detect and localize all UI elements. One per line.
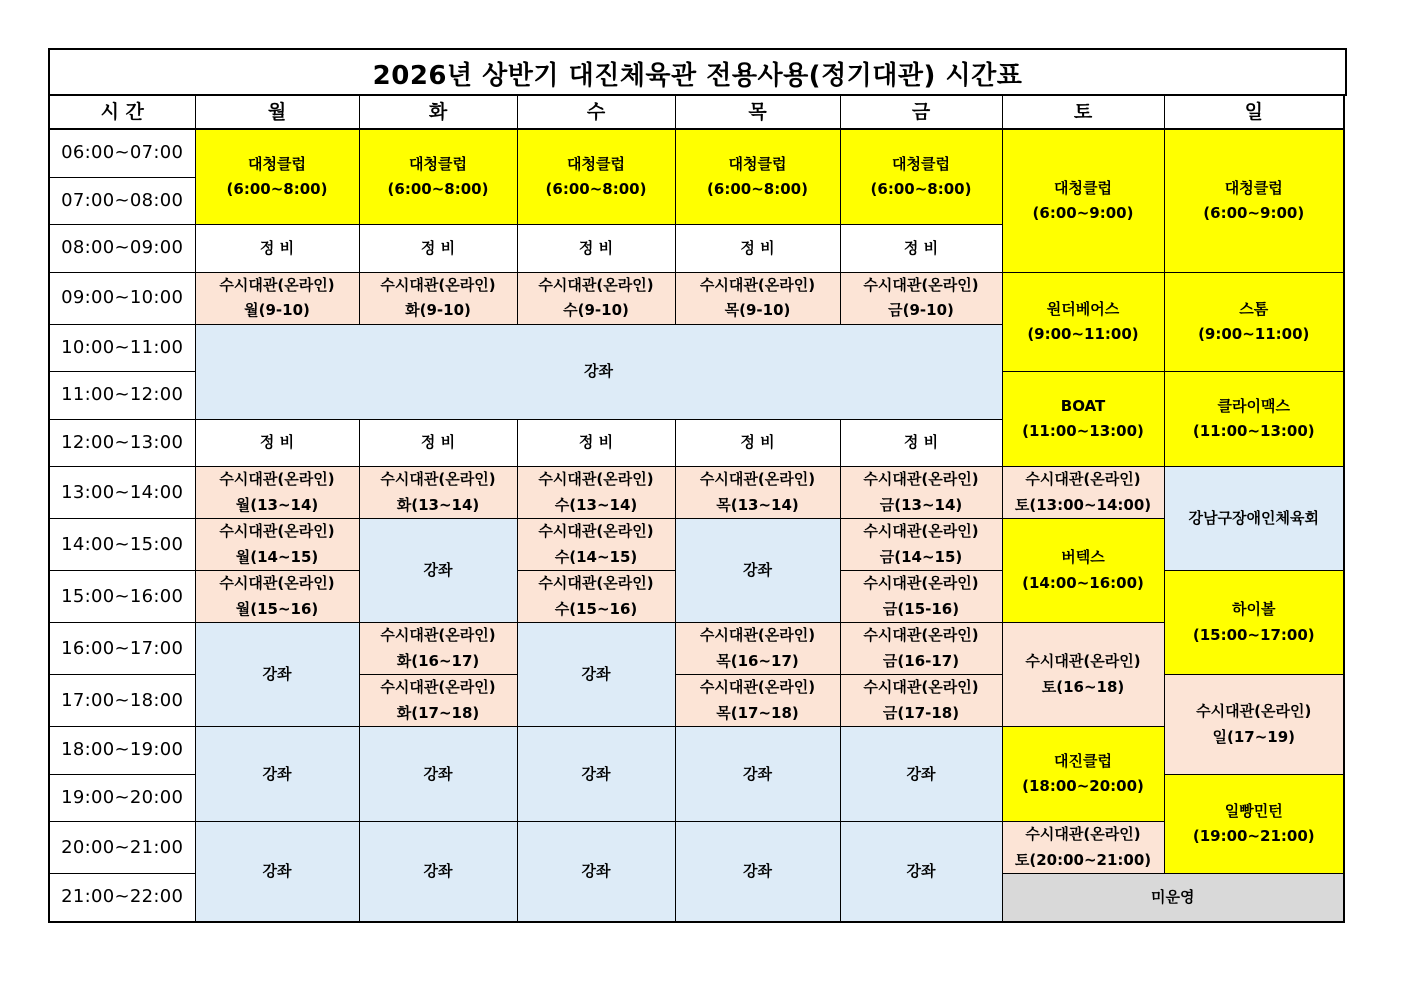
online-rental-cell: 수시대관(온라인) 목(17~18) — [675, 675, 840, 727]
club-cell-sun: 대청클럽 (6:00~9:00) — [1164, 129, 1344, 272]
online-rental-cell: 수시대관(온라인) 월(14~15) — [195, 519, 359, 571]
time-label: 16:00~17:00 — [49, 623, 195, 675]
time-label: 19:00~20:00 — [49, 774, 195, 822]
header-thu: 목 — [675, 95, 840, 129]
time-label: 14:00~15:00 — [49, 519, 195, 571]
header-wed: 수 — [517, 95, 675, 129]
club-cell-tue: 대청클럽 (6:00~8:00) — [359, 129, 517, 225]
wonderbears-cell: 원더베어스 (9:00~11:00) — [1002, 272, 1164, 372]
lecture-cell: 강좌 — [517, 822, 675, 922]
online-rental-cell: 수시대관(온라인) 화(9-10) — [359, 272, 517, 324]
lecture-cell: 강좌 — [517, 727, 675, 822]
header-fri: 금 — [840, 95, 1002, 129]
closed-cell: 미운영 — [1002, 874, 1344, 922]
header-sat: 토 — [1002, 95, 1164, 129]
lecture-cell: 강좌 — [675, 519, 840, 623]
time-label: 11:00~12:00 — [49, 372, 195, 420]
time-label: 13:00~14:00 — [49, 467, 195, 519]
maintenance-cell: 정 비 — [517, 419, 675, 467]
maintenance-cell: 정 비 — [675, 225, 840, 273]
maintenance-cell: 정 비 — [359, 419, 517, 467]
boat-cell: BOAT (11:00~13:00) — [1002, 372, 1164, 467]
online-rental-cell: 수시대관(온라인) 목(16~17) — [675, 623, 840, 675]
time-label: 10:00~11:00 — [49, 324, 195, 372]
time-label: 18:00~19:00 — [49, 727, 195, 775]
online-rental-cell: 수시대관(온라인) 토(16~18) — [1002, 623, 1164, 727]
time-label: 20:00~21:00 — [49, 822, 195, 874]
table-row — [49, 129, 1344, 177]
vertex-cell: 버텍스 (14:00~16:00) — [1002, 519, 1164, 623]
time-label: 15:00~16:00 — [49, 571, 195, 623]
lecture-cell: 강좌 — [517, 623, 675, 727]
page-title: 2026년 상반기 대진체육관 전용사용(정기대관) 시간표 — [48, 48, 1347, 96]
header-sun: 일 — [1164, 95, 1344, 129]
online-rental-cell: 수시대관(온라인) 목(9-10) — [675, 272, 840, 324]
online-rental-cell: 수시대관(온라인) 화(16~17) — [359, 623, 517, 675]
time-label: 07:00~08:00 — [49, 177, 195, 225]
maintenance-cell: 정 비 — [359, 225, 517, 273]
maintenance-cell: 정 비 — [675, 419, 840, 467]
lecture-cell: 강좌 — [359, 519, 517, 623]
lecture-cell: 강좌 — [840, 727, 1002, 822]
climax-cell: 클라이맥스 (11:00~13:00) — [1164, 372, 1344, 467]
online-rental-cell: 수시대관(온라인) 토(20:00~21:00) — [1002, 822, 1164, 874]
lecture-cell: 강좌 — [195, 727, 359, 822]
online-rental-cell: 수시대관(온라인) 금(17-18) — [840, 675, 1002, 727]
lecture-cell: 강좌 — [840, 822, 1002, 922]
ilppang-cell: 일빵민턴 (19:00~21:00) — [1164, 774, 1344, 874]
online-rental-cell: 수시대관(온라인) 수(15~16) — [517, 571, 675, 623]
online-rental-cell: 수시대관(온라인) 화(17~18) — [359, 675, 517, 727]
time-label: 06:00~07:00 — [49, 129, 195, 177]
club-cell-thu: 대청클럽 (6:00~8:00) — [675, 129, 840, 225]
table-row — [49, 272, 1344, 324]
online-rental-cell: 수시대관(온라인) 금(9-10) — [840, 272, 1002, 324]
maintenance-cell: 정 비 — [195, 225, 359, 273]
online-rental-cell: 수시대관(온라인) 일(17~19) — [1164, 675, 1344, 775]
lecture-cell: 강좌 — [359, 727, 517, 822]
table-row — [49, 822, 1344, 874]
club-cell-fri: 대청클럽 (6:00~8:00) — [840, 129, 1002, 225]
online-rental-cell: 수시대관(온라인) 월(15~16) — [195, 571, 359, 623]
lecture-cell: 강좌 — [675, 822, 840, 922]
online-rental-cell: 수시대관(온라인) 화(13~14) — [359, 467, 517, 519]
online-rental-cell: 수시대관(온라인) 금(13~14) — [840, 467, 1002, 519]
time-label: 09:00~10:00 — [49, 272, 195, 324]
club-cell-wed: 대청클럽 (6:00~8:00) — [517, 129, 675, 225]
time-label: 21:00~22:00 — [49, 874, 195, 922]
lecture-cell: 강좌 — [359, 822, 517, 922]
header-tue: 화 — [359, 95, 517, 129]
header-mon: 월 — [195, 95, 359, 129]
storm-cell: 스톰 (9:00~11:00) — [1164, 272, 1344, 372]
lecture-cell: 강좌 — [675, 727, 840, 822]
highball-cell: 하이볼 (15:00~17:00) — [1164, 571, 1344, 675]
time-label: 12:00~13:00 — [49, 419, 195, 467]
club-cell-mon: 대청클럽 (6:00~8:00) — [195, 129, 359, 225]
maintenance-cell: 정 비 — [195, 419, 359, 467]
lecture-cell: 강좌 — [195, 324, 1002, 419]
header-row — [49, 95, 1344, 129]
online-rental-cell: 수시대관(온라인) 토(13:00~14:00) — [1002, 467, 1164, 519]
maintenance-cell: 정 비 — [840, 225, 1002, 273]
online-rental-cell: 수시대관(온라인) 금(14~15) — [840, 519, 1002, 571]
table-row — [49, 519, 1344, 571]
table-row — [49, 623, 1344, 675]
online-rental-cell: 수시대관(온라인) 월(13~14) — [195, 467, 359, 519]
maintenance-cell: 정 비 — [840, 419, 1002, 467]
table-row — [49, 727, 1344, 775]
daejin-club-cell: 대진클럽 (18:00~20:00) — [1002, 727, 1164, 822]
online-rental-cell: 수시대관(온라인) 금(15-16) — [840, 571, 1002, 623]
online-rental-cell: 수시대관(온라인) 목(13~14) — [675, 467, 840, 519]
maintenance-cell: 정 비 — [517, 225, 675, 273]
lecture-cell: 강좌 — [195, 623, 359, 727]
header-time: 시 간 — [49, 95, 195, 129]
schedule-sheet — [48, 48, 1345, 908]
online-rental-cell: 수시대관(온라인) 수(14~15) — [517, 519, 675, 571]
table-row — [49, 467, 1344, 519]
online-rental-cell: 수시대관(온라인) 수(13~14) — [517, 467, 675, 519]
online-rental-cell: 수시대관(온라인) 월(9-10) — [195, 272, 359, 324]
lecture-cell: 강좌 — [195, 822, 359, 922]
time-label: 08:00~09:00 — [49, 225, 195, 273]
club-cell-sat: 대청클럽 (6:00~9:00) — [1002, 129, 1164, 272]
time-label: 17:00~18:00 — [49, 675, 195, 727]
online-rental-cell: 수시대관(온라인) 수(9-10) — [517, 272, 675, 324]
schedule-table — [48, 94, 1345, 923]
gangnam-cell: 강남구장애인체육회 — [1164, 467, 1344, 571]
online-rental-cell: 수시대관(온라인) 금(16-17) — [840, 623, 1002, 675]
